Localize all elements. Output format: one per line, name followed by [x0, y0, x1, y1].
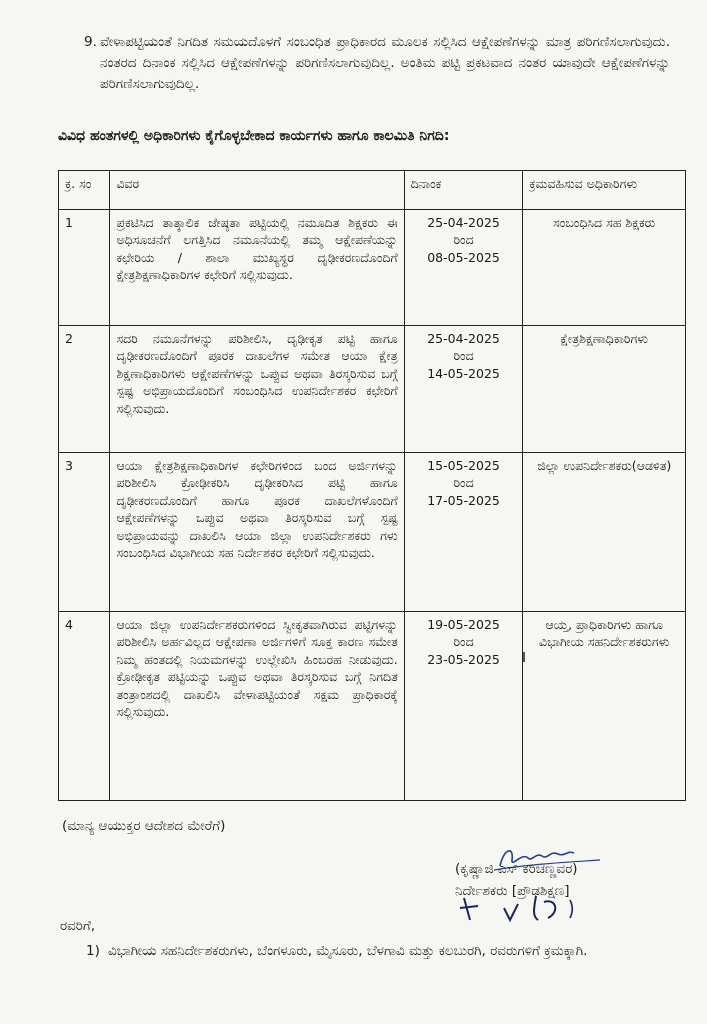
schedule-heading: ವಿವಿಧ ಹಂತಗಳಲ್ಲಿ ಅಧಿಕಾರಿಗಳು ಕೈಗೊಳ್ಳಬೇಕಾದ ಕಾರ್ಯಗಳು ಹಾಗೂ ಕಾಲಮಿತಿ ನಿಗದಿ:	[58, 128, 450, 144]
date-to: 23-05-2025	[427, 651, 500, 667]
table-row	[59, 612, 686, 801]
date-from: 15-05-2025	[427, 458, 500, 473]
row-authority: ಕ್ಷೇತ್ರಶಿಕ್ಷಣಾಧಿಕಾರಿಗಳು	[523, 326, 686, 453]
row-date	[404, 612, 523, 801]
point-number: 9.	[84, 34, 97, 50]
row-sno: 1	[59, 210, 110, 326]
row-description: ಆಯಾ ಜಿಲ್ಲಾ ಉಪನಿರ್ದೇಶಕರುಗಳಿಂದ ಸ್ವೀಕೃತವಾಗಿರುವ ಪಟ್ಟಿಗಳನ್ನು ಪರಿಶೀಲಿಸಿ ಅರ್ಹವಿಲ್ಲದ ಆಕ್ಷೇಪಣಾ ಅರ್ಜಿಗಳಿಗೆ ಸೂಕ್ತ ಕಾರಣ ಸಮೇತ ನಿಮ್ಮ ಹಂತದಲ್ಲಿ ನಿಯಮಗಳನ್ನು ಉಲ್ಲೇಖಿಸಿ ಹಿಂಬರಹ ನೀಡುವುದು. ಕ್ರೋಢೀಕೃತ ಪಟ್ಟಿಯನ್ನು ಒಪ್ಪುವ ಅಥವಾ ತಿರಸ್ಕರಿಸುವ ಬಗ್ಗೆ ನಿಗದಿತ ತಂತ್ರಾಂಶದಲ್ಲಿ ದಾಖಲಿಸಿ ವೇಳಾಪಟ್ಟಿಯಂತೆ ಸಕ್ಷಮ ಪ್ರಾಧಿಕಾರಕ್ಕೆ ಸಲ್ಲಿಸುವುದು.	[110, 612, 404, 801]
row-date	[404, 326, 523, 453]
recipient-number: 1)	[86, 943, 100, 959]
row-description: ಪ್ರಕಟಿಸಿದ ತಾತ್ಕಾಲಿಕ ಜೇಷ್ಠತಾ ಪಟ್ಟಿಯಲ್ಲಿ ನಮೂದಿತ ಶಿಕ್ಷಕರು ಈ ಅಧಿಸೂಚನೆಗೆ ಲಗತ್ತಿಸಿದ ನಮೂನೆಯಲ್ಲಿ ತಮ್ಮ ಆಕ್ಷೇಪಣೆಯನ್ನು ಕಛೇರಿಯ / ಶಾಲಾ ಮುಖ್ಯಸ್ಥರ ದೃಢೀಕರಣದೊಂದಿಗೆ ಕ್ಷೇತ್ರಶಿಕ್ಷಣಾಧಿಕಾರಿಗಳ ಕಛೇರಿಗೆ ಸಲ್ಲಿಸುವುದು.	[110, 210, 404, 326]
initials-image	[458, 890, 588, 926]
table-row	[59, 210, 686, 326]
date-to: 14-05-2025	[427, 365, 500, 381]
row-authority: ಆಯ್ತ, ಪ್ರಾಧಿಕಾರಿಗಳು ಹಾಗೂ ವಿಭಾಗೀಯ ಸಹನಿರ್ದೇಶಕರುಗಳು	[523, 612, 686, 801]
row-sno: 2	[59, 326, 110, 453]
margin-mark	[523, 652, 525, 662]
row-description: ಸದರಿ ನಮೂನೆಗಳನ್ನು ಪರಿಶೀಲಿಸಿ, ದೃಢೀಕೃತ ಪಟ್ಟಿ ಹಾಗೂ ದೃಢೀಕರಣದೊಂದಿಗೆ ಪೂರಕ ದಾಖಲೆಗಳ ಸಮೇತ ಆಯಾ ಕ್ಷೇತ್ರ ಶಿಕ್ಷಣಾಧಿಕಾರಿಗಳು ಆಕ್ಷೇಪಣೆಗಳನ್ನು ಒಪ್ಪುವ ಅಥವಾ ತಿರಸ್ಕರಿಸುವ ಬಗ್ಗೆ ಸ್ಪಷ್ಟ ಅಭಿಪ್ರಾಯದೊಂದಿಗೆ ಸಂಬಂಧಿಸಿದ ಉಪನಿರ್ದೇಶಕರ ಕಛೇರಿಗೆ ಸಲ್ಲಿಸುವುದು.	[110, 326, 404, 453]
schedule-table	[58, 170, 686, 801]
row-date	[404, 453, 523, 612]
list-item	[86, 940, 686, 962]
order-note: (ಮಾನ್ಯ ಆಯುಕ್ತರ ಆದೇಶದ ಮೇರೆಗೆ)	[62, 818, 226, 834]
row-authority: ಸಂಬಂಧಿಸಿದ ಸಹ ಶಿಕ್ಷಕರು	[523, 210, 686, 326]
row-authority: ಜಿಲ್ಲಾ ಉಪನಿರ್ದೇಶಕರು(ಆಡಳಿತ)	[523, 453, 686, 612]
table-header-row	[59, 171, 686, 210]
date-separator: ರಿಂದ	[453, 634, 474, 650]
recipient-text: ವಿಭಾಗೀಯ ಸಹನಿರ್ದೇಶಕರುಗಳು, ಬೆಂಗಳೂರು, ಮೈಸೂರು, ಬೆಳಗಾವಿ ಮತ್ತು ಕಲಬುರಗಿ, ರವರುಗಳಿಗೆ ಕ್ರಮಕ್ಕಾಗಿ.	[108, 943, 588, 959]
date-from: 19-05-2025	[427, 617, 500, 632]
table-row	[59, 453, 686, 612]
row-description: ಆಯಾ ಕ್ಷೇತ್ರಶಿಕ್ಷಣಾಧಿಕಾರಿಗಳ ಕಛೇರಿಗಳಿಂದ ಬಂದ ಅರ್ಜಿಗಳನ್ನು ಪರಿಶೀಲಿಸಿ ಕ್ರೋಢೀಕರಿಸಿ ದೃಢೀಕರಿಸಿದ ಪಟ್ಟಿ ಹಾಗೂ ದೃಢೀಕರಣದೊಂದಿಗೆ ಹಾಗೂ ಪೂರಕ ದಾಖಲೆಗಳೊಂದಿಗೆ ಆಕ್ಷೇಪಣೆಗಳನ್ನು ಒಪ್ಪುವ ಅಥವಾ ತಿರಸ್ಕರಿಸುವ ಬಗ್ಗೆ ಸ್ಪಷ್ಟ ಅಭಿಪ್ರಾಯವನ್ನು ದಾಖಲಿಸಿ ಆಯಾ ಜಿಲ್ಲಾ ಉಪನಿರ್ದೇಶಕರು ಗಳು ಸಂಬಂಧಿಸಿದ ವಿಭಾಗೀಯ ಸಹ ನಿರ್ದೇಶಕರ ಕಛೇರಿಗೆ ಸಲ್ಲಿಸುವುದು.	[110, 453, 404, 612]
date-to: 08-05-2025	[427, 249, 500, 265]
date-separator: ರಿಂದ	[453, 475, 474, 491]
table-row	[59, 326, 686, 453]
date-separator: ರಿಂದ	[453, 348, 474, 364]
date-from: 25-04-2025	[427, 215, 500, 230]
to-label: ರವರಿಗೆ,	[60, 918, 96, 934]
date-from: 25-04-2025	[427, 331, 500, 346]
point-9-text: ವೇಳಾಪಟ್ಟಿಯಂತೆ ನಿಗದಿತ ಸಮಯದೊಳಗೆ ಸಂಬಂಧಿತ ಪ್ರಾಧಿಕಾರದ ಮೂಲಕ ಸಲ್ಲಿಸಿದ ಆಕ್ಷೇಪಣೆಗಳನ್ನು ಮಾತ್ರ ಪರಿಗಣಿಸಲಾಗುವುದು. ನಂತರದ ದಿನಾಂಕ ಸಲ್ಲಿಸಿದ ಆಕ್ಷೇಪಣೆಗಳನ್ನು ಪರಿಗಣಿಸಲಾಗುವುದಿಲ್ಲ. ಅಂತಿಮ ಪಟ್ಟಿ ಪ್ರಕಟವಾದ ನಂತರ ಯಾವುದೇ ಆಕ್ಷೇಪಣೆಗಳನ್ನು ಪರಿಗಣಿಸಲಾಗುವುದಿಲ್ಲ.	[100, 34, 670, 92]
recipient-list	[86, 940, 686, 962]
signatory-name: (ಕೃಷ್ಣಾಜಿ ಎಸ್ ಕರಿಚಣ್ಣವರ)	[455, 861, 578, 877]
header-description: ವಿವರ	[110, 171, 404, 210]
row-sno: 4	[59, 612, 110, 801]
header-sno: ಕ್ರ. ಸಂ	[59, 171, 110, 210]
header-date: ದಿನಾಂಕ	[404, 171, 523, 210]
point-9-paragraph	[84, 32, 670, 95]
signatory-designation: ನಿರ್ದೇಶಕರು [ಪ್ರೌಢಶಿಕ್ಷಣ]	[455, 883, 570, 899]
date-to: 17-05-2025	[427, 492, 500, 508]
row-sno: 3	[59, 453, 110, 612]
date-separator: ರಿಂದ	[453, 232, 474, 248]
header-authority: ಕ್ರಮವಹಿಸುವ ಅಧಿಕಾರಿಗಳು	[523, 171, 686, 210]
row-date	[404, 210, 523, 326]
